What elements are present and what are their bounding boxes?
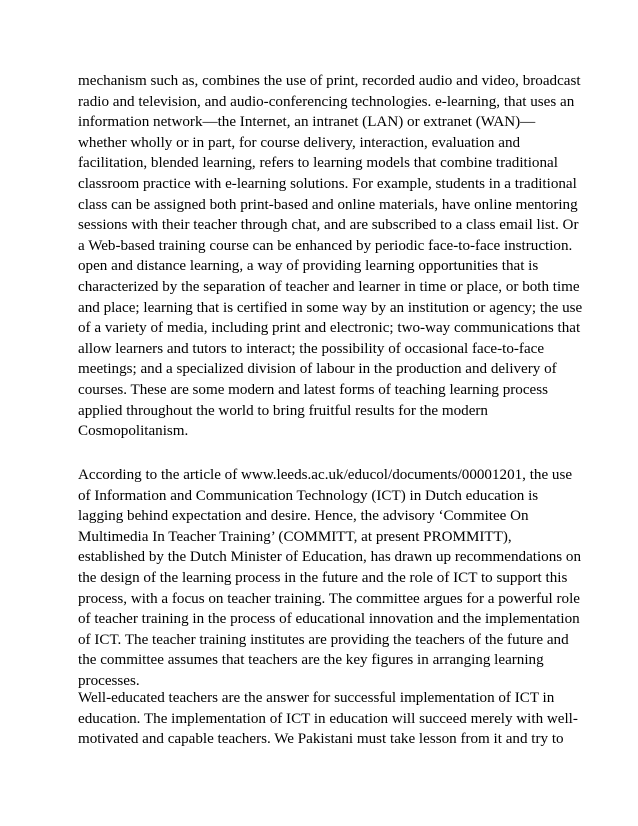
text-line: courses. These are some modern and latest forms of teaching learning process <box>78 381 548 398</box>
text-line: mechanism such as, combines the use of print, recorded audio and video, broadcast <box>78 73 581 89</box>
text-line: radio and television, and audio-conferencing technologies. e-learning, that uses an <box>78 93 575 110</box>
text-line: of teacher training in the process of educational innovation and the implementation <box>78 611 580 628</box>
paragraph-well-educated-teachers <box>78 688 578 750</box>
text-line: allow learners and tutors to interact; the possibility of occasional face-to-face <box>78 340 545 357</box>
text-line: facilitation, blended learning, refers to learning models that combine traditional <box>78 155 558 172</box>
text-line: sessions with their teacher through chat, and are subscribed to a class email list. Or <box>78 217 579 234</box>
text-line: of a variety of media, including print and electronic; two-way communications that <box>78 320 581 337</box>
text-line: of Information and Communication Technology (ICT) in Dutch education is <box>78 487 539 504</box>
text-line: According to the article of www.leeds.ac.uk/educol/documents/00001201, the use <box>78 467 573 483</box>
text-line: classroom practice with e-learning solutions. For example, students in a traditional <box>78 175 577 192</box>
text-line: open and distance learning, a way of providing learning opportunities that is <box>78 258 539 275</box>
text-line: and place; learning that is certified in some way by an institution or agency; the use <box>78 299 583 316</box>
text-line: information network—the Internet, an intranet (LAN) or extranet (WAN)— <box>78 114 536 131</box>
text-line: whether wholly or in part, for course delivery, interaction, evaluation and <box>78 134 521 151</box>
text-line: the design of the learning process in the future and the role of ICT to support this <box>78 569 568 586</box>
text-line: class can be assigned both print-based and online materials, have online mentoring <box>78 196 578 213</box>
text-line: the committee assumes that teachers are the key figures in arranging learning <box>78 652 544 669</box>
text-line: Well-educated teachers are the answer for successful implementation of ICT in <box>78 690 555 706</box>
text-line: motivated and capable teachers. We Pakistani must take lesson from it and try to <box>78 731 564 748</box>
text-line: lagging behind expectation and desire. Hence, the advisory ‘Commitee On <box>78 508 529 525</box>
text-line: of ICT. The teacher training institutes are providing the teachers of the future and <box>78 631 569 648</box>
text-line: a Web-based training course can be enhanced by periodic face-to-face instruction. <box>78 237 573 254</box>
text-line: processes. <box>78 672 140 689</box>
text-line: applied throughout the world to bring fruitful results for the modern <box>78 402 488 419</box>
text-line: established by the Dutch Minister of Education, has drawn up recommendations on <box>78 549 582 566</box>
text-line: process, with a focus on teacher training. The committee argues for a powerful role <box>78 590 580 607</box>
text-line: education. The implementation of ICT in education will succeed merely with well- <box>78 710 578 727</box>
text-line: Multimedia In Teacher Training’ (COMMITT, at present PROMMITT), <box>78 528 512 545</box>
text-line: characterized by the separation of teacher and learner in time or place, or both time <box>78 278 580 295</box>
paragraph-ict-dutch-education <box>78 465 582 692</box>
text-line: meetings; and a specialized division of labour in the production and delivery of <box>78 361 557 378</box>
paragraph-distance-learning <box>78 71 583 442</box>
text-line: Cosmopolitanism. <box>78 423 189 440</box>
